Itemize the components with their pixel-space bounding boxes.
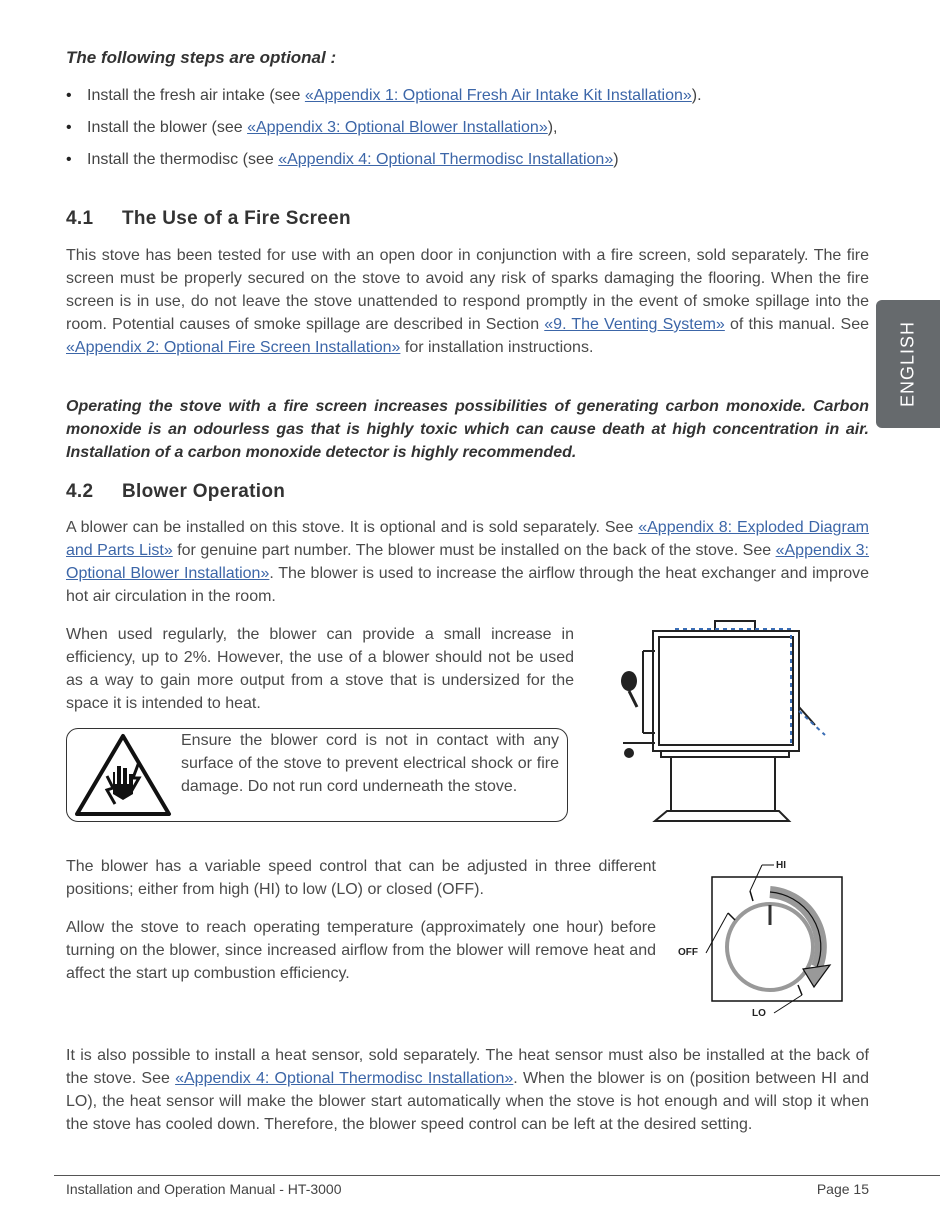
dial-lo-label: LO [752,1008,766,1019]
section-4-2-heading: 4.2 Blower Operation [66,481,286,502]
speed-control-paragraph: The blower has a variable speed control that can be adjusted in three different positions; either from high (HI) to low (LO) or closed (OFF). [66,858,656,898]
fire-screen-paragraph: This stove has been tested for use with an open door in conjunction with a fire screen, sold separately. The fire screen must be properly secured on the stove to avoid any risk of sparks damaging the flooring. When the fire screen is in use, do not leave the stove unattended to respond promptly in the event of smoke spillage into the room. Potential causes of smoke spillage are described in Section «9. The Venting System» of this manual. See «Appendix 2: Optional Fire Screen Installation» for installation instructions. [66,247,870,356]
optional-steps-intro: The following steps are optional : [66,48,337,67]
appendix-4-link[interactable]: «Appendix 4: Optional Thermodisc Installation» [175,1070,514,1087]
appendix-3-link[interactable]: «Appendix 3: Optional Blower Installation» [247,119,548,136]
language-tab[interactable]: ENGLISH [876,300,940,428]
footer-page-number: Page 15 [816,1181,869,1197]
appendix-1-link[interactable]: «Appendix 1: Optional Fresh Air Intake Kit Installation» [304,87,692,104]
electrical-caution-box [66,728,568,822]
appendix-3-link[interactable]: «Appendix 3: Optional Blower Installation» [66,542,870,582]
efficiency-paragraph: When used regularly, the blower can provide a small increase in efficiency, up to 2%. However, the use of a blower should not be used as a way to gain more output from a stove that is undersized for the space it is intended to heat. [66,626,574,712]
operating-temperature-paragraph: Allow the stove to reach operating temperature (approximately one hour) before turning on the blower, since increased airflow from the blower will remove heat and affect the start up combustion efficiency. [66,919,656,982]
list-item: • Install the thermodisc (see «Appendix 4: Optional Thermodisc Installation») [66,148,866,180]
footer-manual-title: Installation and Operation Manual - HT-3000 [66,1181,342,1197]
carbon-monoxide-warning: Operating the stove with a fire screen increases possibilities of generating carbon monoxide. Carbon monoxide is an odourless gas that is highly toxic which can cause death at high concentration in air. Installation of a carbon monoxide detector is highly recommended. [66,398,869,461]
venting-system-link[interactable]: «9. The Venting System» [544,316,725,333]
list-item: • Install the fresh air intake (see «Appendix 1: Optional Fresh Air Intake Kit Installation»). [66,84,866,116]
caution-text: Ensure the blower cord is not in contact with any surface of the stove to prevent electrical shock or fire damage. Do not run cord underneath the stove. [181,732,559,795]
electrical-shock-warning-icon [73,732,173,818]
blower-paragraph: A blower can be installed on this stove. It is optional and is sold separately. See «Appendix 8: Exploded Diagram and Parts List» for genuine part number. The blower must be installed on the back of the stove. See «Appendix 3: Optional Blower Installation». The blower is used to increase the airflow through the heat exchanger and improve hot air circulation in the room. [66,519,870,605]
appendix-2-link[interactable]: «Appendix 2: Optional Fire Screen Installation» [66,339,401,356]
dial-off-label: OFF [678,947,698,958]
optional-steps-list [66,84,866,180]
section-4-1-heading: 4.1 The Use of a Fire Screen [66,208,351,229]
appendix-8-link[interactable]: «Appendix 8: Exploded Diagram and Parts List» [66,519,869,559]
heat-sensor-paragraph: It is also possible to install a heat sensor, sold separately. The heat sensor must also be installed at the back of the stove. See «Appendix 4: Optional Thermodisc Installation». When the blower is on (position between HI and LO), the heat sensor will make the blower start automatically when the stove is hot enough and will stop it when the stove has cooled down. Therefore, the blower speed control can be left at the desired setting. [66,1047,870,1133]
dial-hi-label: HI [776,860,786,871]
appendix-4-link[interactable]: «Appendix 4: Optional Thermodisc Installation» [278,151,614,168]
list-item: • Install the blower (see «Appendix 3: Optional Blower Installation»), [66,116,866,148]
stove-blower-diagram [615,615,840,825]
footer-divider [54,1175,940,1176]
blower-speed-dial [672,855,852,1020]
